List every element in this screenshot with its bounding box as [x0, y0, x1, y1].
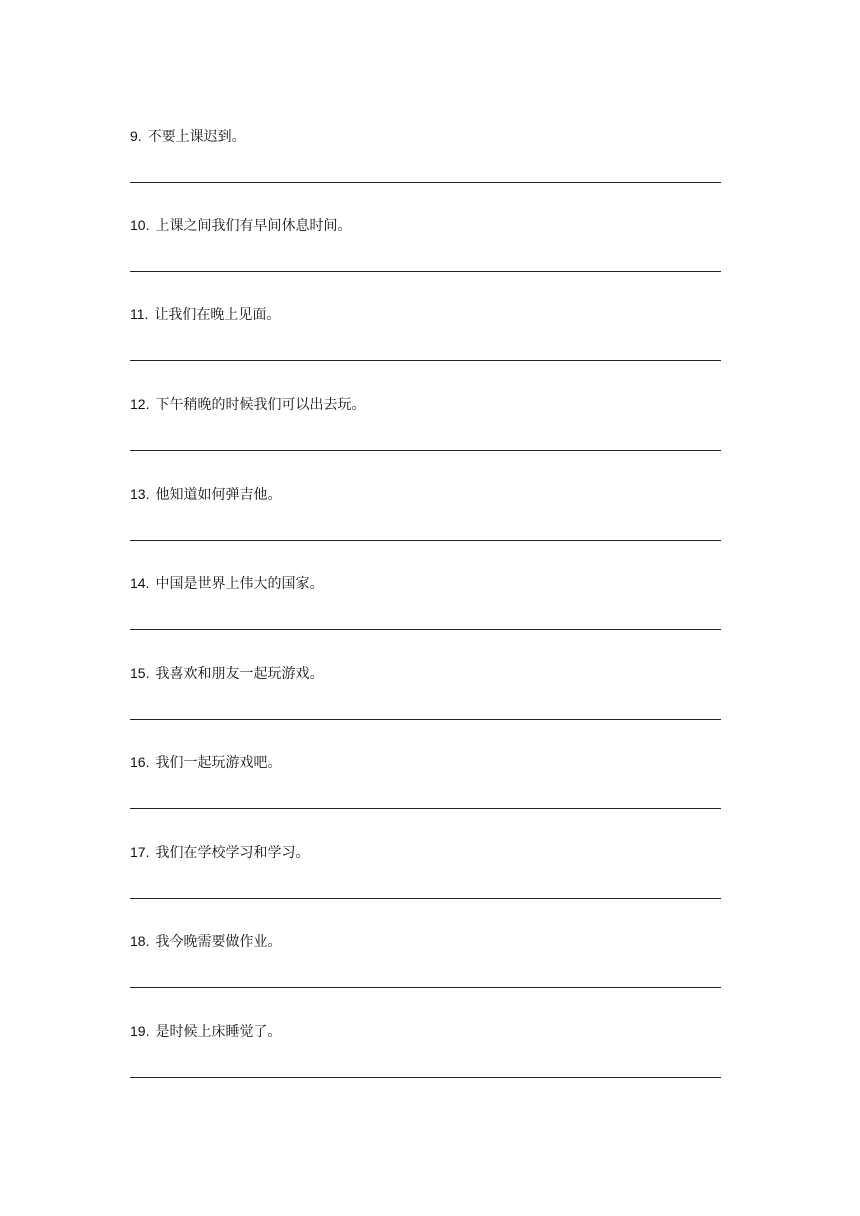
answer-line[interactable] — [130, 450, 721, 451]
exercise-sentence: 下午稍晚的时候我们可以出去玩。 — [155, 397, 366, 413]
answer-line[interactable] — [130, 808, 721, 809]
answer-line[interactable] — [130, 898, 721, 899]
exercise-sentence: 上课之间我们有早间休息时间。 — [155, 218, 352, 234]
exercise-item-12 — [130, 395, 721, 485]
exercise-sentence: 不要上课迟到。 — [147, 129, 246, 145]
exercise-sentence: 让我们在晚上见面。 — [154, 307, 281, 323]
exercise-item-9 — [130, 127, 721, 217]
exercise-prompt — [130, 127, 246, 146]
answer-line[interactable] — [130, 182, 721, 183]
exercise-sentence: 他知道如何弹吉他。 — [155, 487, 282, 503]
exercise-sentence: 中国是世界上伟大的国家。 — [155, 576, 324, 592]
exercise-prompt — [130, 1022, 281, 1041]
exercise-number: 18. — [130, 933, 150, 949]
answer-line[interactable] — [130, 540, 721, 541]
exercise-item-15 — [130, 664, 721, 754]
exercise-number: 15. — [130, 665, 150, 681]
exercise-item-11 — [130, 305, 721, 395]
answer-line[interactable] — [130, 719, 721, 720]
answer-line[interactable] — [130, 271, 721, 272]
exercise-item-10 — [130, 216, 721, 306]
exercise-prompt — [130, 216, 351, 235]
exercise-number: 17. — [130, 844, 150, 860]
exercise-item-16 — [130, 753, 721, 843]
exercise-prompt — [130, 574, 323, 593]
exercise-prompt — [130, 395, 365, 414]
exercise-sentence: 我们一起玩游戏吧。 — [155, 755, 282, 771]
exercise-prompt — [130, 753, 281, 772]
exercise-number: 13. — [130, 486, 150, 502]
exercise-prompt — [130, 932, 281, 951]
exercise-number: 12. — [130, 396, 150, 412]
exercise-number: 16. — [130, 754, 150, 770]
exercise-prompt — [130, 664, 323, 683]
exercise-item-14 — [130, 574, 721, 664]
exercise-number: 14. — [130, 575, 150, 591]
exercise-sentence: 是时候上床睡觉了。 — [155, 1024, 282, 1040]
exercise-sentence: 我今晚需要做作业。 — [155, 934, 282, 950]
answer-line[interactable] — [130, 629, 721, 630]
exercise-item-17 — [130, 843, 721, 933]
answer-line[interactable] — [130, 1077, 721, 1078]
exercise-sentence: 我喜欢和朋友一起玩游戏。 — [155, 666, 324, 682]
exercise-prompt — [130, 843, 309, 862]
exercise-item-13 — [130, 485, 721, 575]
exercise-prompt — [130, 305, 280, 324]
exercise-item-18 — [130, 932, 721, 1022]
exercise-number: 10. — [130, 217, 150, 233]
answer-line[interactable] — [130, 987, 721, 988]
answer-line[interactable] — [130, 360, 721, 361]
exercise-sentence: 我们在学校学习和学习。 — [155, 845, 310, 861]
exercise-number: 9. — [130, 128, 142, 144]
exercise-number: 11. — [130, 306, 149, 322]
exercise-item-19 — [130, 1022, 721, 1112]
exercise-prompt — [130, 485, 281, 504]
exercise-number: 19. — [130, 1023, 150, 1039]
